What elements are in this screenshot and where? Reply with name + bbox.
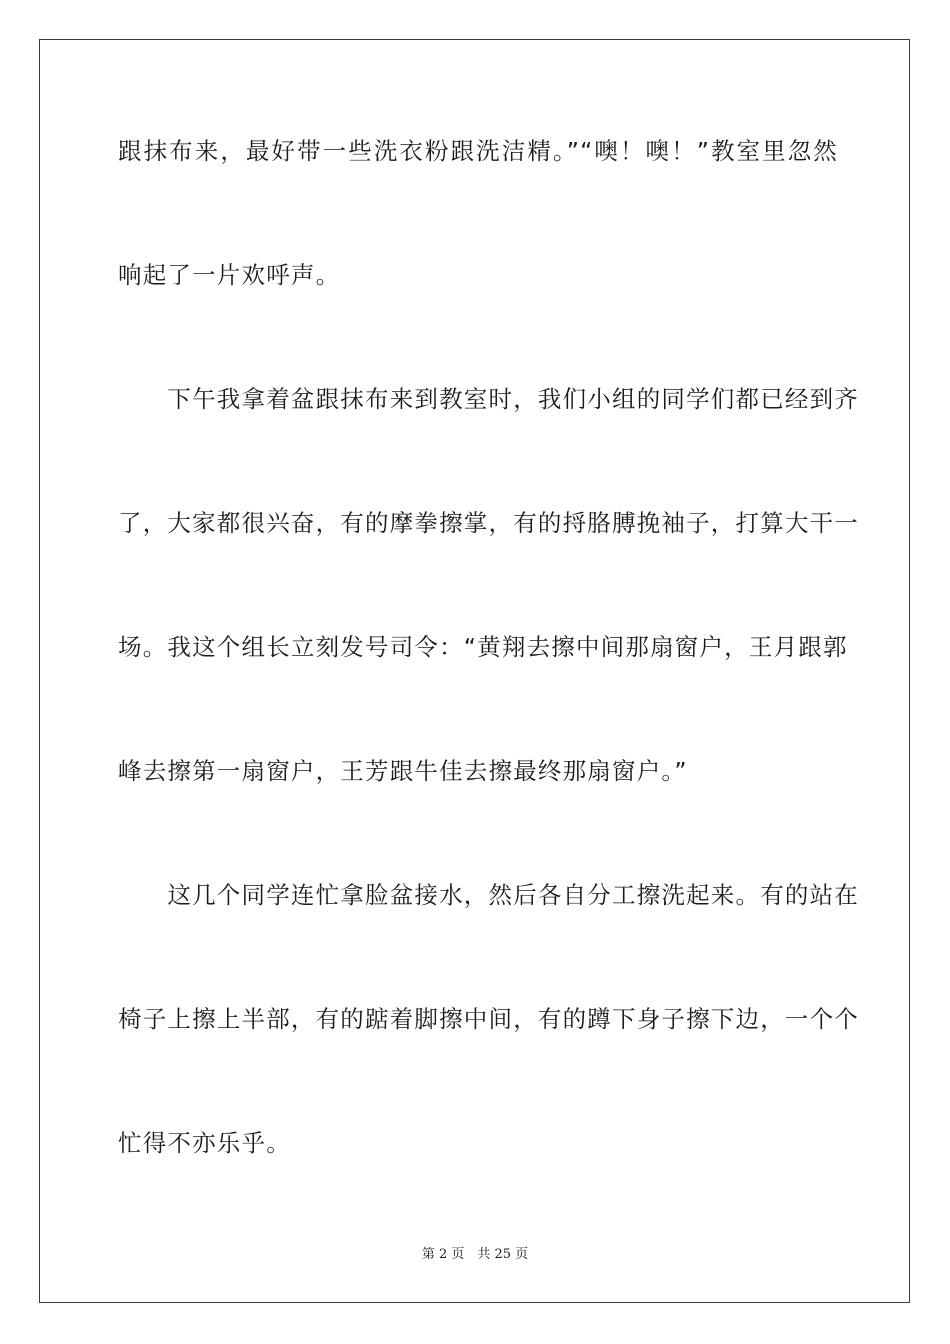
body-text-line: 响起了一片欢呼声。 [118, 261, 341, 289]
body-text-line: 下午我拿着盆跟抹布来到教室时，我们小组的同学们都已经到齐 [118, 385, 859, 413]
body-text-line: 这几个同学连忙拿脸盆接水，然后各自分工擦洗起来。有的站在 [118, 881, 859, 909]
page-border [39, 39, 910, 1303]
body-text-line: 了，大家都很兴奋，有的摩拳擦掌，有的捋胳膊挽袖子，打算大干一 [118, 509, 859, 537]
body-text-line: 忙得不亦乐乎。 [118, 1129, 291, 1157]
page-number-footer: 第 2 页 共 25 页 [421, 1247, 529, 1262]
body-text-line: 场。我这个组长立刻发号司令：“黄翔去擦中间那扇窗户，王月跟郭 [118, 633, 848, 661]
body-text-line: 跟抹布来，最好带一些洗衣粉跟洗洁精。”“噢！噢！”教室里忽然 [118, 137, 838, 165]
body-text-line: 椅子上擦上半部，有的踮着脚擦中间，有的蹲下身子擦下边，一个个 [118, 1005, 859, 1033]
body-text-line: 峰去擦第一扇窗户，王芳跟牛佳去擦最终那扇窗户。” [118, 757, 688, 785]
